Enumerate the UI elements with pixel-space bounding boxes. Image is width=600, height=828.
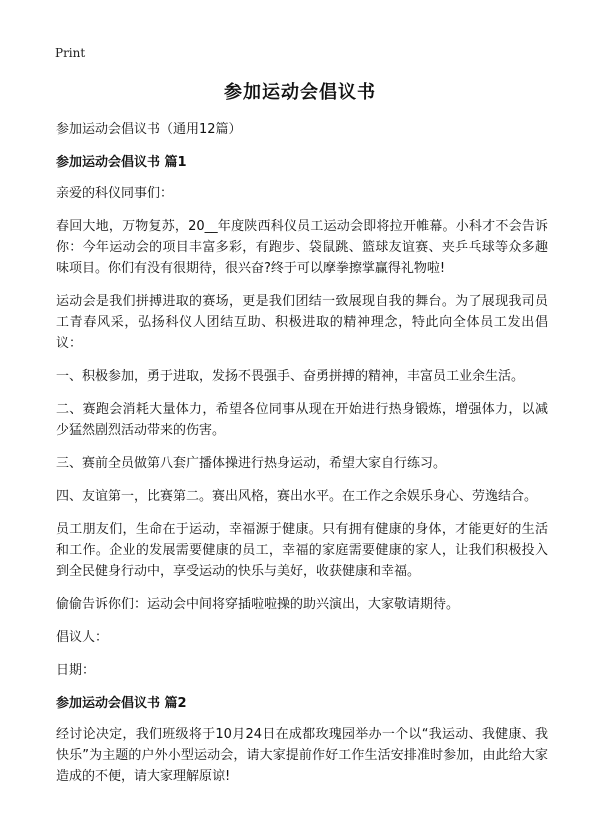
paragraph: 运动会是我们拼搏进取的赛场，更是我们团结一致展现自我的舞台。为了展现我司员工青春风采，弘扬科仪人团结互助、积极进取的精神理念，特此向全体员工发出倡议：: [56, 294, 548, 351]
paragraph: 春回大地，万物复苏，20__年度陕西科仪员工运动会即将拉开帷幕。小科才不会告诉你：今年运动会的项目丰富多彩，有跑步、袋鼠跳、篮球友谊赛、夹乒乓球等众多趣味项目。你们有没有很期待，很兴奋?终于可以摩拳擦掌赢得礼物啦!: [56, 219, 548, 276]
proposal-item: 三、赛前全员做第八套广播体操进行热身运动，希望大家自行练习。: [56, 456, 447, 471]
document-title: 参加运动会倡议书: [224, 82, 376, 103]
document-subtitle: 参加运动会倡议书（通用12篇）: [56, 122, 242, 137]
section-heading: 参加运动会倡议书 篇2: [56, 696, 187, 711]
proposal-item: 二、赛跑会消耗大量体力，希望各位同事从现在开始进行热身锻炼，增强体力，以减少猛然剧烈活动带来的伤害。: [56, 402, 548, 438]
date-line: 日期：: [56, 663, 96, 678]
paragraph: 偷偷告诉你们：运动会中间将穿插啦啦操的助兴演出，大家敬请期待。: [56, 597, 460, 612]
paragraph: 经讨论决定，我们班级将于10月24日在成都玫瑰园举办一个以“我运动、我健康、我快乐”为主题的户外小型运动会，请大家提前作好工作生活安排准时参加，由此给大家造成的不便，请大家理解原谅!: [56, 727, 548, 784]
proposal-item: 四、友谊第一，比赛第二。赛出风格，赛出水平。在工作之余娱乐身心、劳逸结合。: [56, 489, 538, 504]
document-body: [56, 119, 548, 799]
paragraph: 员工朋友们，生命在于运动，幸福源于健康。只有拥有健康的身体，才能更好的生活和工作。企业的发展需要健康的员工，幸福的家庭需要健康的家人，让我们积极投入到全民健身行动中，享受运动的快乐与美好，收获健康和幸福。: [56, 522, 548, 579]
signature-line: 倡议人：: [56, 630, 109, 645]
greeting: 亲爱的科仪同事们：: [56, 186, 174, 201]
print-link[interactable]: Print: [55, 46, 86, 60]
proposal-item: 一、积极参加，勇于进取，发扬不畏强手、奋勇拼搏的精神，丰富员工业余生活。: [56, 369, 525, 384]
section-heading: 参加运动会倡议书 篇1: [56, 155, 187, 170]
